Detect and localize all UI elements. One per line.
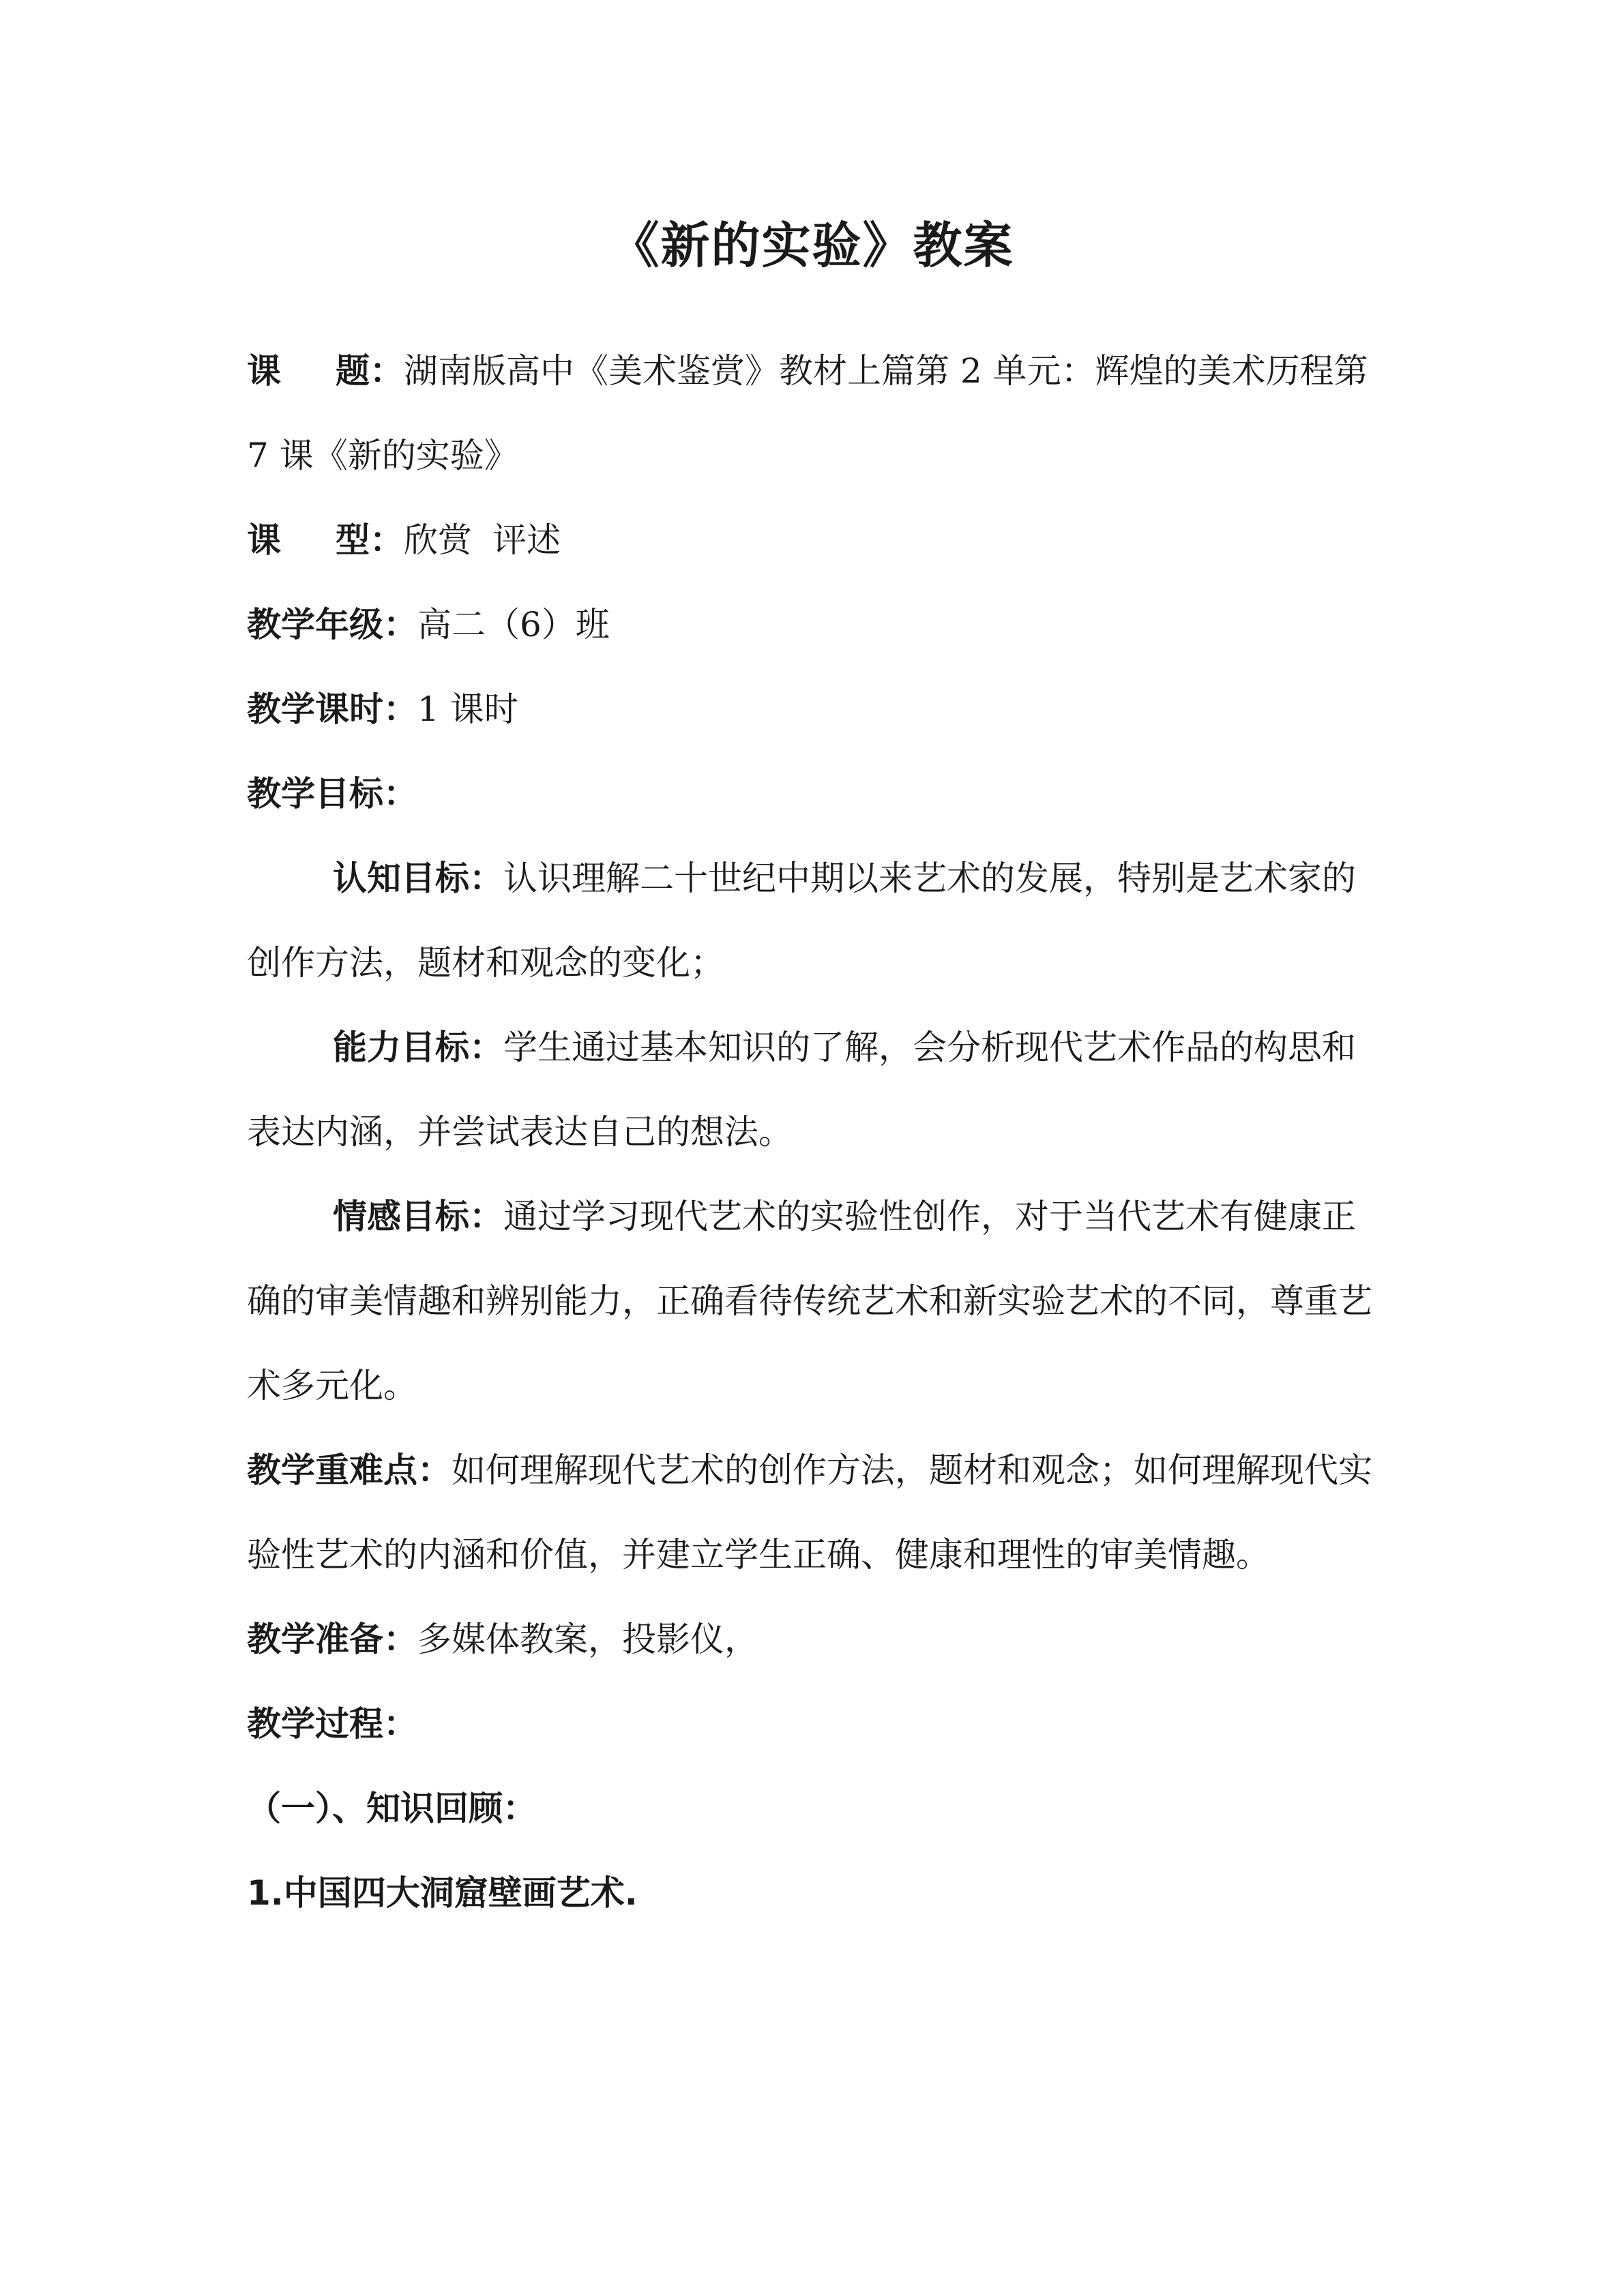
key-points-label: 教学重难点： xyxy=(247,1450,452,1490)
type-paragraph xyxy=(247,498,1379,582)
cognitive-label: 认知目标： xyxy=(333,859,503,898)
type-label-1: 课 xyxy=(247,520,281,560)
objectives-heading xyxy=(247,751,1379,836)
topic-label-2: 题： xyxy=(336,351,404,391)
hours-label: 教学课时： xyxy=(247,689,417,729)
process-item-1: 1.中国四大洞窟壁画艺术. xyxy=(247,1873,638,1913)
document-body xyxy=(247,329,1379,1935)
objectives-label: 教学目标： xyxy=(247,774,417,814)
preparation-text: 多媒体教案，投影仪， xyxy=(417,1620,758,1659)
ability-label: 能力目标： xyxy=(333,1028,503,1067)
process-label: 教学过程： xyxy=(247,1704,417,1744)
process-heading xyxy=(247,1682,1379,1766)
emotion-objective xyxy=(247,1174,1379,1428)
topic-label-1: 课 xyxy=(247,351,281,391)
ability-text: 学生通过基本知识的了解，会分析现代艺术作品的构思和表达内涵，并尝试表达自己的想法。 xyxy=(247,1028,1356,1152)
type-value-1: 欣赏 xyxy=(404,520,472,560)
grade-label: 教学年级： xyxy=(247,605,417,644)
emotion-text: 通过学习现代艺术的实验性创作，对于当代艺术有健康正确的审美情趣和辨别能力，正确看待传统艺术和新实验艺术的不同，尊重艺术多元化。 xyxy=(247,1197,1372,1405)
process-section-1: （一）、知识回顾： xyxy=(247,1789,537,1828)
ability-objective xyxy=(247,1005,1379,1174)
key-points-text: 如何理解现代艺术的创作方法，题材和观念；如何理解现代实验性艺术的内涵和价值，并建立学生正确、健康和理性的审美情趣。 xyxy=(247,1450,1372,1575)
preparation-label: 教学准备： xyxy=(247,1620,417,1659)
document-title: 《新的实验》教案 xyxy=(610,217,1014,274)
cognitive-objective xyxy=(247,836,1379,1005)
grade-paragraph xyxy=(247,582,1379,667)
topic-paragraph xyxy=(247,329,1379,498)
cognitive-text: 认识理解二十世纪中期以来艺术的发展，特别是艺术家的创作方法，题材和观念的变化； xyxy=(247,859,1356,983)
emotion-label: 情感目标： xyxy=(333,1197,503,1236)
hours-value: 1 课时 xyxy=(417,689,518,729)
preparation-paragraph xyxy=(247,1597,1379,1682)
type-label-2: 型： xyxy=(336,520,404,560)
type-value-2: 评述 xyxy=(492,520,561,560)
key-points-paragraph xyxy=(247,1428,1379,1597)
grade-value: 高二（6）班 xyxy=(417,605,610,644)
topic-text: 湖南版高中《美术鉴赏》教材上篇第 2 单元：辉煌的美术历程第 7 课《新的实验》 xyxy=(247,351,1368,475)
hours-paragraph xyxy=(247,667,1379,751)
